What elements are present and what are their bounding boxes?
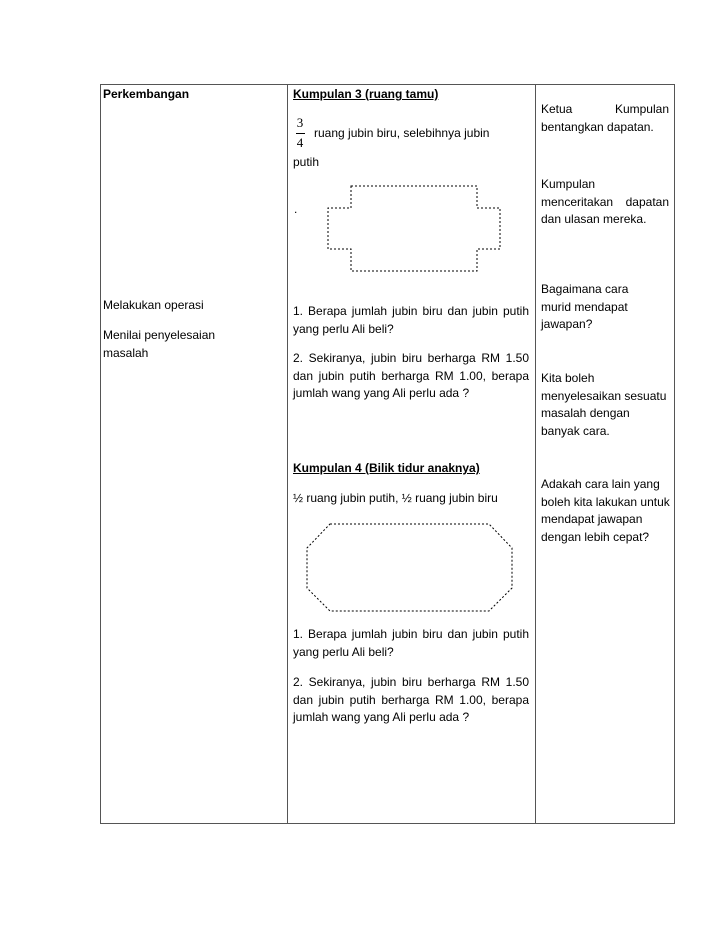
group4-question-2: 2. Sekiranya, jubin biru berharga RM 1.50 dan jubin putih berharga RM 1.00, berapa jumlah wang yang Ali perlu ada ? [293,675,529,724]
group3-description: ruang jubin biru, selebihnya jubin [314,126,490,140]
note-kita-boleh: Kita boleh menyelesaikan sesuatu masalah dengan banyak cara. [541,371,667,438]
fraction-denominator: 4 [296,135,304,150]
note-bagaimana-cara: Bagaimana cara murid mendapat jawapan? [541,282,629,331]
group3-title: Kumpulan 3 (ruang tamu) [293,87,439,101]
group4-title: Kumpulan 4 (Bilik tidur anaknya) [293,461,480,475]
step-melakukan-operasi: Melakukan operasi [103,298,204,312]
group3-question-1: 1. Berapa jumlah jubin biru dan jubin putih yang perlu Ali beli? [293,304,529,336]
note-kumpulan-menceritakan: Kumpulan menceritakan dapatan dan ulasan mereka. [541,177,669,226]
cross-shaped-room-outline [328,186,500,271]
group4-question-1: 1. Berapa jumlah jubin biru dan jubin putih yang perlu Ali beli? [293,627,529,659]
note-adakah-cara-lain: Adakah cara lain yang boleh kita lakukan untuk mendapat jawapan dengan lebih cepat? [541,477,670,544]
group3-question-2: 2. Sekiranya, jubin biru berharga RM 1.50 dan jubin putih berharga RM 1.00, berapa jumlah wang yang Ali perlu ada ? [293,351,529,400]
stray-dot: . [294,202,298,216]
group3-description-cont: putih [293,155,320,169]
step-menilai-penyelesaian: Menilai penyelesaian masalah [103,328,216,360]
octagon-room-outline [307,524,512,611]
note-ketua-kumpulan: Ketua Kumpulan bentangkan dapatan. [541,102,669,134]
group4-description: ½ ruang jubin putih, ½ ruang jubin biru [293,491,498,505]
fraction-numerator: 3 [296,115,304,130]
column-header-perkembangan: Perkembangan [103,87,190,101]
